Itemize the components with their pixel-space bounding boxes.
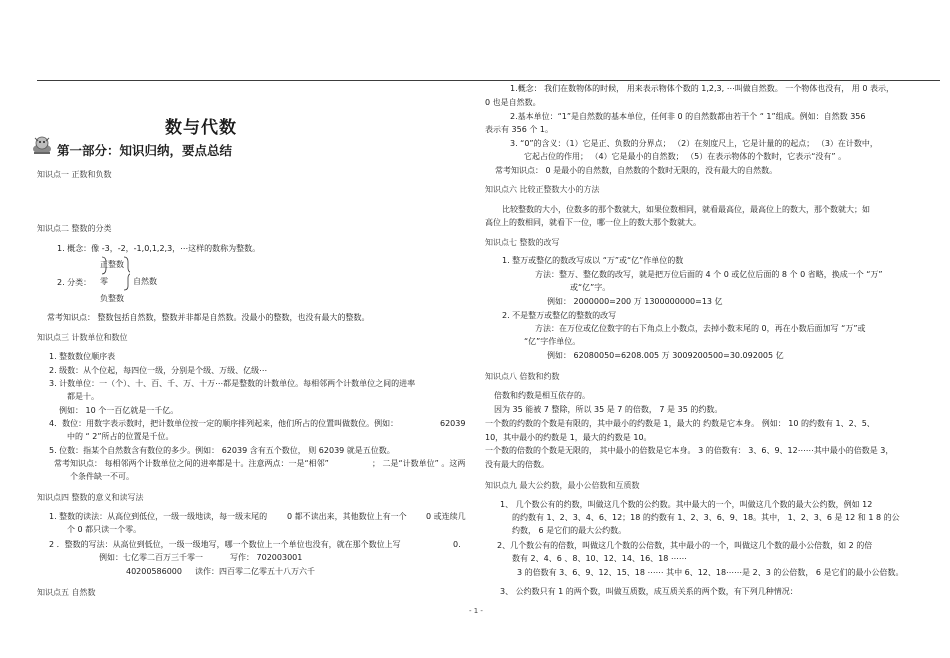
- paragraph: 0.: [453, 540, 461, 549]
- paragraph: 1. 整数数位顺序表: [49, 352, 116, 361]
- paragraph: 方法：整万、整亿数的改写，就是把万位后面的 4 个 0 或亿位后面的 8 个 0 省略，换成一个 “万”: [535, 270, 883, 279]
- example: 例如： 10 个一百亿就是一千亿。: [59, 406, 179, 415]
- section-heading-6: 知识点六 比较正整数大小的方法: [485, 185, 600, 194]
- paragraph: 因为 35 能被 7 整除，所以 35 是 7 的倍数， 7 是 35 的约数。: [494, 405, 723, 414]
- section-heading-8: 知识点八 倍数和约数: [485, 372, 560, 381]
- paragraph: 2 ．整数的写法：从高位到低位，一级一级地写，哪一个数位上一个单位也没有，就在那个数位上写: [49, 540, 401, 549]
- paragraph: 2. 不是整万或整亿的整数的改写: [502, 311, 617, 320]
- paragraph: 没有最大的倍数。: [485, 460, 549, 469]
- example: 例如：七亿零二百万三千零一: [99, 553, 203, 562]
- paragraph: 中的 “ 2”所占的位置是千位。: [67, 432, 174, 441]
- mascot-icon: [30, 134, 54, 156]
- paragraph: 3. 计数单位：一（个）、十、百、千、万、十万⋯都是整数的计数单位。每相邻两个计数单位之间的进率: [49, 379, 416, 388]
- note: 常考知识点： 每相邻两个计数单位之间的进率都是十。注意两点：一是“相邻”: [54, 459, 329, 468]
- paragraph: 1.概念： 我们在数物体的时候， 用来表示物体个数的 1,2,3, ⋯叫做自然数。 一个物体也没有， 用 0 表示，: [510, 84, 894, 93]
- paragraph: 数有 2、4、6 、8、10、12、14、16、18 ⋯⋯: [512, 554, 687, 563]
- example: 例如： 2000000=200 万 1300000000=13 亿: [547, 297, 723, 306]
- section-heading-1: 知识点一 正数和负数: [37, 170, 112, 179]
- section-heading-9: 知识点九 最大公约数，最小公倍数和互质数: [485, 481, 640, 490]
- classification-item: 零: [100, 277, 108, 286]
- number: 62039: [440, 419, 466, 428]
- paragraph: 2.基本单位：“1”是自然数的基本单位，任何非 0 的自然数都由若干个 “ 1”组成。例如：自然数 356: [510, 112, 866, 121]
- paragraph: 的约数有 1、2、3、4、6、12；18 的约数有 1、2、3、6、9、18。其中， 1、2、3、6 是 12 和 1 8 的公: [512, 513, 900, 522]
- page-number: - 1 -: [469, 607, 483, 615]
- paragraph: 高位上的数相同，就看下一位，哪一位上的数大那个数就大。: [485, 218, 701, 227]
- example: 40200586000: [126, 567, 182, 576]
- classification-item: 负整数: [100, 294, 124, 303]
- paragraph: 1. 整数的读法：从高位到低位，一级一级地读，每一级末尾的: [49, 512, 268, 521]
- example: 例如： 62080050=6208.005 万 3009200500=30.092005 亿: [547, 351, 784, 360]
- brace-icon: [100, 256, 130, 306]
- paragraph: 1、 几个数公有的约数，叫做这几个数的公约数。其中最大的一个，叫做这几个数的最大公约数，例如 12: [500, 500, 873, 509]
- paragraph: “亿”字作单位。: [524, 337, 581, 346]
- note: 常考知识点： 整数包括自然数，整数并非都是自然数。没最小的整数，也没有最大的整数。: [47, 313, 370, 322]
- paragraph: 方法：在万位或亿位数字的右下角点上小数点，去掉小数末尾的 0，再在小数后面加写 “万”或: [535, 324, 866, 333]
- section-heading-2: 知识点二 整数的分类: [37, 224, 112, 233]
- paragraph: 1. 概念：像 -3，-2，-1,0,1,2,3，⋯这样的数称为整数。: [57, 244, 261, 253]
- section-heading-5: 知识点五 自然数: [37, 588, 96, 597]
- paragraph: 倍数和约数是相互依存的。: [494, 391, 590, 400]
- paragraph: 1. 整万或整亿的数改写成以 “万”或“亿”作单位的数: [502, 256, 684, 265]
- example: 读作：四百零二亿零五十八万六千: [195, 567, 315, 576]
- paragraph: 2. 级数：从个位起，每四位一级，分别是个级、万级、亿级⋯: [49, 366, 268, 375]
- example: 写作： 702003001: [230, 553, 303, 562]
- note: 常考知识点： 0 是最小的自然数，自然数的个数时无限的，没有最大的自然数。: [495, 166, 778, 175]
- paragraph: 0 或连续几: [426, 512, 466, 521]
- paragraph: 2、几个数公有的倍数，叫做这几个数的公倍数，其中最小的一个，叫做这几个数的最小公倍数，如 2 的倍: [497, 541, 873, 550]
- paragraph: 0 也是自然数。: [485, 98, 541, 107]
- paragraph: 约数， 6 是它们的最大公约数。: [512, 526, 627, 535]
- paragraph: 个 0 都只读一个零。: [67, 525, 142, 534]
- paragraph: 3. “0”的含义：（1）它是正、负数的分界点； （2）在刻度尺上，它是计量的的起点； （3）在计数中，: [510, 139, 878, 148]
- paragraph: 比较整数的大小，位数多的那个数就大，如果位数相同，就看最高位，最高位上的数大，那个数就大；如: [502, 205, 870, 214]
- header-rule: [37, 80, 940, 81]
- paragraph: 4．数位：用数字表示数时，把计数单位按一定的顺序排列起来，他们所占的位置叫做数位。例如：: [49, 419, 399, 428]
- note: 个条件缺一不可。: [70, 472, 134, 481]
- paragraph: 或“亿”字。: [570, 283, 611, 292]
- classification-item: 自然数: [133, 277, 157, 286]
- paragraph: 一个数的倍数的个数是无限的， 其中最小的倍数是它本身。 3 的倍数有： 3、6、9、12⋯⋯其中最小的倍数是 3，: [485, 446, 894, 455]
- paragraph: 表示有 356 个 1。: [485, 125, 553, 134]
- section-heading-7: 知识点七 整数的改写: [485, 238, 560, 247]
- paragraph: 它起占位的作用； （4）它是最小的自然数； （5）在表示物体的个数时，它表示“没有” 。: [524, 152, 847, 161]
- page-subtitle: 第一部分：知识归纳，要点总结: [57, 143, 233, 158]
- paragraph: 3、 公约数只有 1 的两个数，叫做互质数，成互质关系的两个数，有下列几种情况：: [500, 587, 798, 596]
- paragraph: 10，其中最小的约数是 1，最大的约数是 10。: [485, 433, 652, 442]
- section-heading-3: 知识点三 计数单位和数位: [37, 333, 128, 342]
- page-title: 数与代数: [165, 118, 237, 138]
- note: ； 二是“计数单位” 。这两: [372, 459, 466, 468]
- paragraph: 5. 位数：指某个自然数含有数位的多少。例如： 62039 含有五个数位， 则 62039 就是五位数。: [49, 446, 395, 455]
- paragraph: 2. 分类：: [57, 278, 92, 287]
- paragraph: 0 都不读出来，其他数位上有一个: [287, 512, 407, 521]
- classification-item: 正整数: [100, 260, 124, 269]
- section-heading-4: 知识点四 整数的意义和读写法: [37, 493, 144, 502]
- paragraph: 3 的倍数有 3、6、9、12、15、18 ⋯⋯ 其中 6、12、18⋯⋯是 2、3 的公倍数， 6 是它们的最小公倍数。: [517, 568, 904, 577]
- paragraph: 一个数的约数的个数是有限的，其中最小的约数是 1，最大的 约数是它本身。 例如： 10 的约数有 1、2、5、: [485, 419, 875, 428]
- paragraph: 都是十。: [67, 392, 99, 401]
